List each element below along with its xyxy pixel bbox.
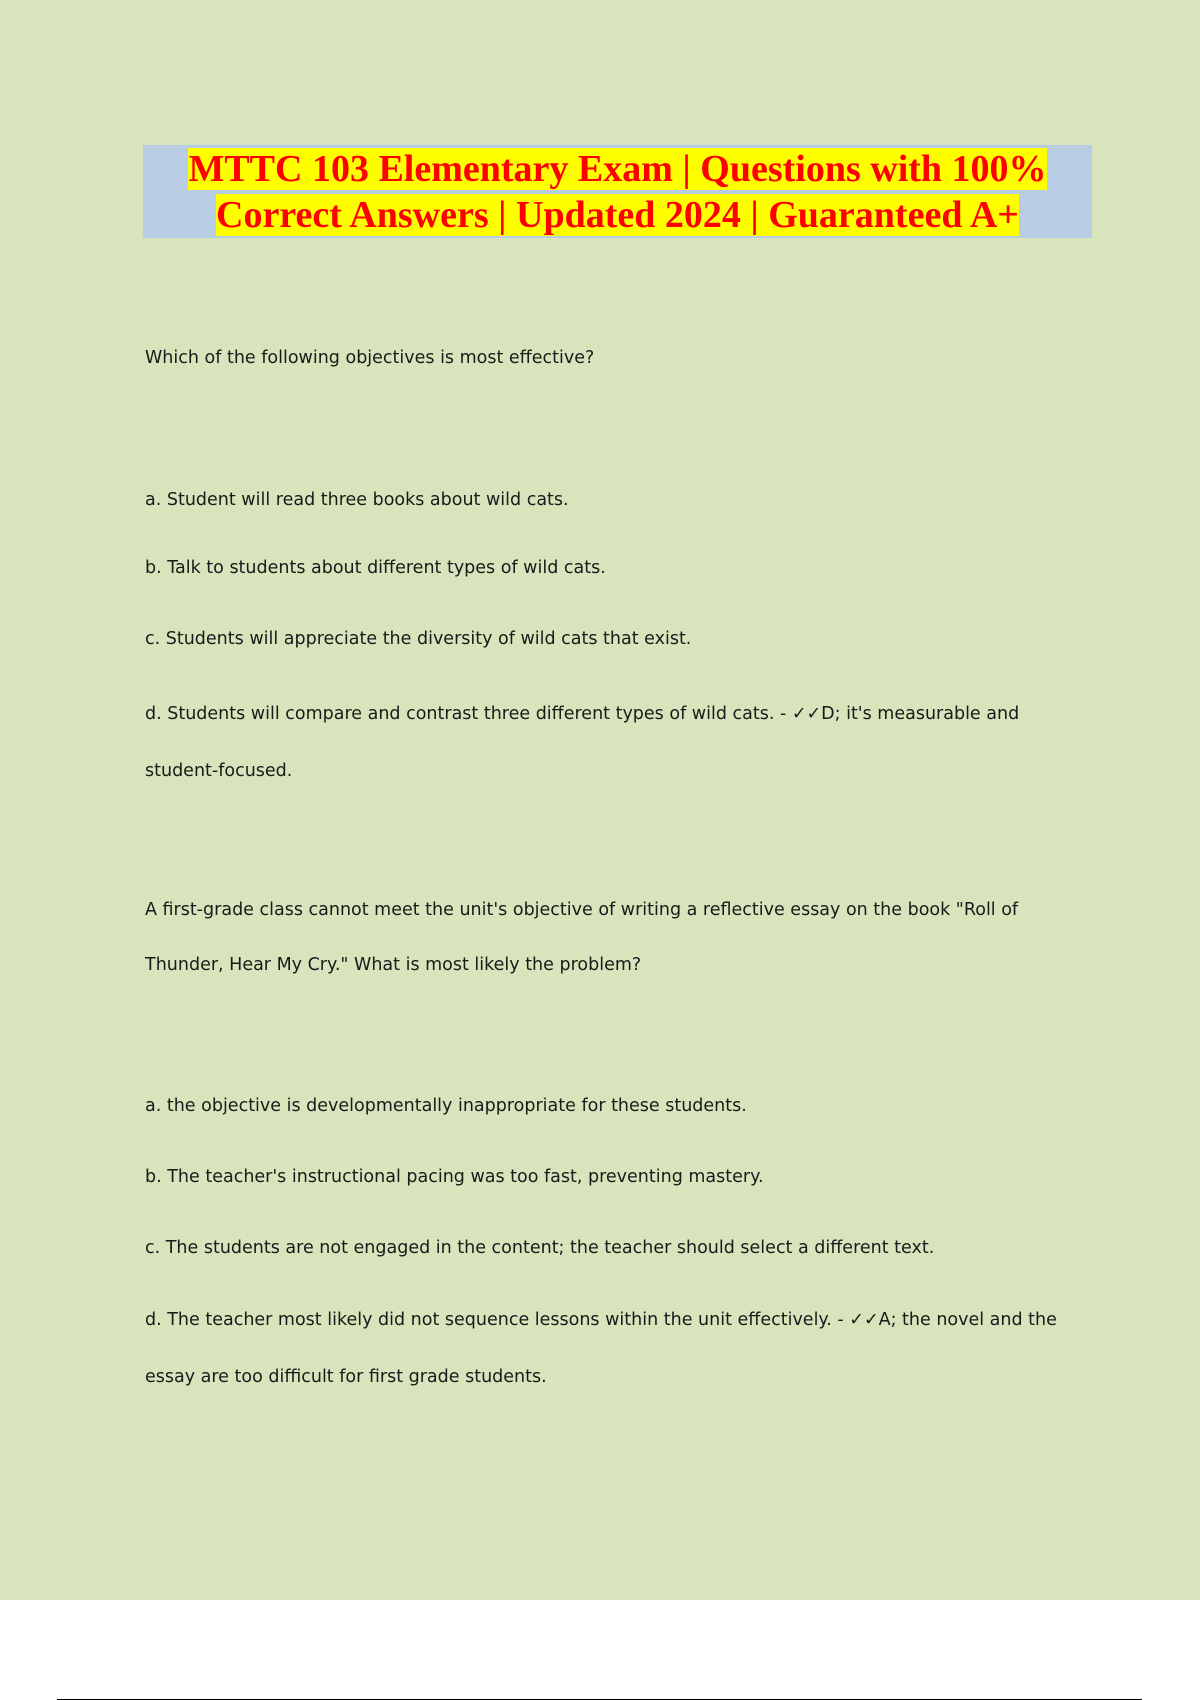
question-2-option-c: c. The students are not engaged in the content; the teacher should select a different text. [145,1238,935,1258]
question-1-option-d: d. Students will compare and contrast three different types of wild cats. - ✓✓D; it's measurable and [145,704,1020,724]
document-title [143,146,1092,238]
title-line-2: Correct Answers | Updated 2024 | Guaranteed A+ [216,194,1019,236]
title-line-1: MTTC 103 Elementary Exam | Questions with 100% [188,148,1047,190]
question-1-option-c: c. Students will appreciate the diversity of wild cats that exist. [145,629,692,649]
question-1-option-a: a. Student will read three books about wild cats. [145,490,569,510]
question-2-option-d: d. The teacher most likely did not sequence lessons within the unit effectively. - ✓✓A; the novel and the [145,1310,1057,1330]
question-1-option-b: b. Talk to students about different types of wild cats. [145,558,606,578]
question-2-answer-continuation: essay are too difficult for first grade students. [145,1367,547,1387]
question-2-option-b: b. The teacher's instructional pacing was too fast, preventing mastery. [145,1167,764,1187]
question-2-prompt-line-1: A first-grade class cannot meet the unit's objective of writing a reflective essay on the book "Roll of [145,900,1019,920]
question-1-prompt: Which of the following objectives is most effective? [145,348,595,368]
question-2-prompt-line-2: Thunder, Hear My Cry." What is most likely the problem? [145,955,642,975]
question-1-answer-continuation: student-focused. [145,761,293,781]
question-2-option-a: a. the objective is developmentally inappropriate for these students. [145,1096,747,1116]
